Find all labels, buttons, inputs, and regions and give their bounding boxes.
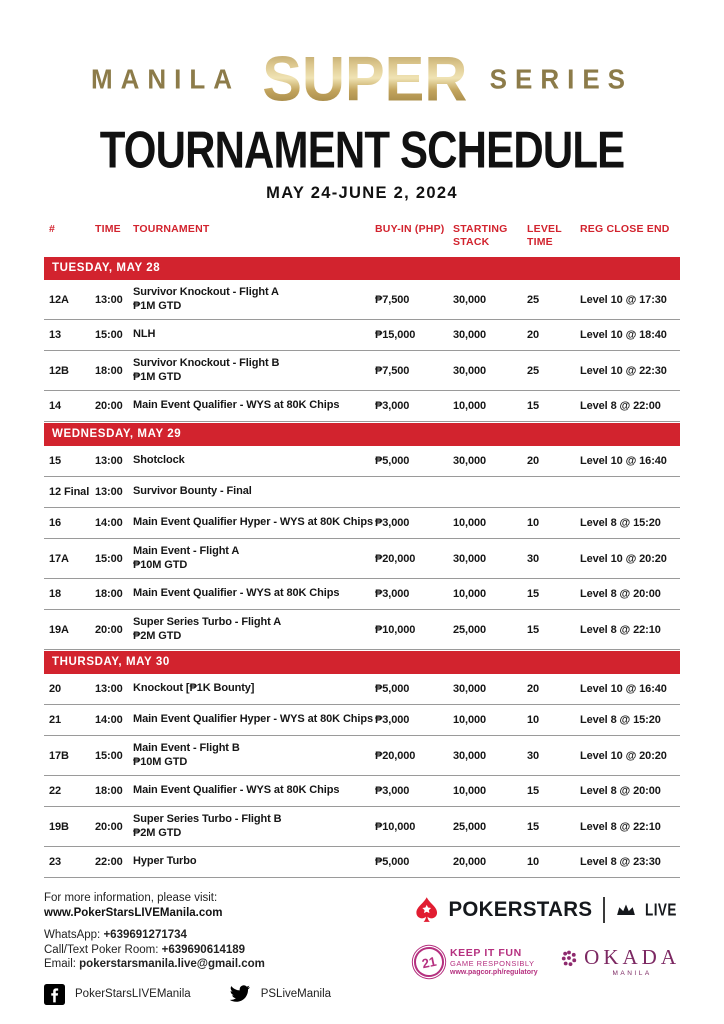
event-buyin: ₱20,000 (375, 552, 416, 565)
brand-super: SUPER (262, 44, 468, 115)
event-level-time: 30 (527, 749, 540, 762)
col-header-time: TIME (95, 223, 121, 235)
event-starting-stack: 30,000 (453, 552, 487, 565)
event-reg-close: Level 10 @ 16:40 (580, 683, 667, 696)
col-header-regclose: REG CLOSE END (580, 223, 670, 235)
event-name-cell (133, 587, 375, 601)
event-guarantee: ₱1M GTD (133, 370, 182, 383)
day-banner: WEDNESDAY, MAY 29 (44, 423, 680, 446)
event-time: 13:00 (95, 293, 123, 306)
event-buyin: ₱15,000 (375, 329, 416, 342)
event-time: 13:00 (95, 486, 123, 499)
schedule-row (44, 280, 680, 320)
event-guarantee: ₱1M GTD (133, 299, 182, 312)
event-level-time: 25 (527, 364, 540, 377)
event-number: 12 Final (49, 486, 90, 499)
event-starting-stack: 30,000 (453, 293, 487, 306)
footer-contact-block (44, 891, 414, 1005)
email-address: pokerstarsmanila.live@gmail.com (79, 958, 265, 971)
col-header-level: LEVEL TIME (527, 223, 562, 248)
event-name: Shotclock (133, 454, 185, 467)
twitter-icon (229, 985, 251, 1003)
event-reg-close: Level 10 @ 18:40 (580, 329, 667, 342)
event-time: 13:00 (95, 455, 123, 468)
page-title: TOURNAMENT SCHEDULE (99, 120, 625, 180)
schedule-row (44, 610, 680, 650)
event-buyin: ₱7,500 (375, 364, 410, 377)
event-name: Main Event Qualifier Hyper - WYS at 80K Chips (133, 713, 373, 726)
col-header-buyin: BUY-IN (PHP) (375, 223, 445, 235)
col-header-number: # (49, 223, 56, 235)
event-number: 12A (49, 293, 69, 306)
event-name-cell (133, 855, 375, 869)
event-guarantee: ₱2M GTD (133, 629, 182, 642)
event-reg-close: Level 10 @ 17:30 (580, 293, 667, 306)
schedule-row (44, 477, 680, 508)
brand-logo (44, 0, 680, 115)
event-number: 13 (49, 329, 62, 342)
event-buyin: ₱3,000 (375, 400, 410, 413)
schedule-row (44, 391, 680, 422)
brand-manila: MANILA (90, 62, 241, 96)
event-name: Hyper Turbo (133, 855, 197, 868)
poker-room-line (44, 943, 414, 958)
okada-manila-logo (559, 947, 680, 977)
event-reg-close: Level 10 @ 20:20 (580, 552, 667, 565)
event-time: 13:00 (95, 683, 123, 696)
event-level-time: 25 (527, 293, 540, 306)
event-time: 20:00 (95, 623, 123, 636)
event-buyin: ₱5,000 (375, 683, 410, 696)
event-name-cell (133, 813, 375, 840)
event-number: 14 (49, 400, 62, 413)
info-label: For more information, please visit: (44, 892, 218, 905)
event-name: Super Series Turbo - Flight B (133, 813, 282, 826)
keep-it-fun-line1: KEEP IT FUN (450, 946, 522, 959)
event-level-time: 20 (527, 329, 540, 342)
age-21-icon: 21 (411, 944, 447, 980)
event-reg-close: Level 10 @ 16:40 (580, 455, 667, 468)
schedule-row (44, 736, 680, 776)
event-level-time: 10 (527, 517, 540, 530)
event-starting-stack: 30,000 (453, 683, 487, 696)
event-number: 16 (49, 517, 62, 530)
event-name-cell (133, 286, 375, 313)
event-buyin: ₱5,000 (375, 856, 410, 869)
event-starting-stack: 20,000 (453, 856, 487, 869)
event-time: 20:00 (95, 820, 123, 833)
event-name: Main Event Qualifier - WYS at 80K Chips (133, 784, 340, 797)
event-level-time: 10 (527, 856, 540, 869)
keep-it-fun-logo (414, 947, 538, 977)
event-time: 15:00 (95, 749, 123, 762)
schedule-row (44, 446, 680, 477)
keep-it-fun-line2: GAME RESPONSIBLY (450, 958, 535, 968)
event-buyin: ₱20,000 (375, 749, 416, 762)
social-row (44, 984, 414, 1005)
schedule-row (44, 847, 680, 878)
event-starting-stack: 30,000 (453, 329, 487, 342)
email-line (44, 957, 414, 972)
event-name: Survivor Knockout - Flight A (133, 286, 279, 299)
event-name: NLH (133, 328, 156, 341)
event-name-cell (133, 784, 375, 798)
event-name: Main Event - Flight A (133, 545, 240, 558)
event-time: 20:00 (95, 400, 123, 413)
event-reg-close: Level 8 @ 22:00 (580, 400, 661, 413)
event-number: 17B (49, 749, 69, 762)
event-number: 21 (49, 714, 62, 727)
event-buyin: ₱7,500 (375, 293, 410, 306)
event-number: 23 (49, 856, 62, 869)
event-starting-stack: 30,000 (453, 749, 487, 762)
event-name-cell (133, 454, 375, 468)
event-name-cell (133, 357, 375, 384)
schedule-row (44, 705, 680, 736)
event-number: 18 (49, 588, 62, 601)
logo-divider (603, 897, 604, 923)
event-buyin: ₱5,000 (375, 455, 410, 468)
event-name: Main Event Qualifier - WYS at 80K Chips (133, 399, 340, 412)
event-name: Knockout [₱1K Bounty] (133, 682, 255, 695)
event-starting-stack: 30,000 (453, 364, 487, 377)
event-time: 15:00 (95, 329, 123, 342)
whatsapp-line (44, 928, 414, 943)
event-time: 18:00 (95, 785, 123, 798)
footer (44, 891, 680, 1005)
event-reg-close: Level 8 @ 22:10 (580, 623, 661, 636)
event-starting-stack: 10,000 (453, 400, 487, 413)
event-name: Survivor Bounty - Final (133, 485, 252, 498)
footer-logos-block (414, 891, 680, 1005)
live-label: LIVE (644, 900, 677, 920)
event-name-cell (133, 399, 375, 413)
pokerstars-live-logo (414, 895, 680, 925)
event-name-cell (133, 328, 375, 342)
event-reg-close: Level 8 @ 20:00 (580, 785, 661, 798)
event-buyin: ₱10,000 (375, 820, 416, 833)
event-guarantee: ₱10M GTD (133, 755, 188, 768)
event-level-time: 15 (527, 400, 540, 413)
okada-wordmark: OKADA (584, 945, 680, 970)
schedule-row (44, 579, 680, 610)
facebook-icon (44, 984, 65, 1005)
event-buyin: ₱3,000 (375, 714, 410, 727)
col-header-stack: STARTING STACK (453, 223, 508, 248)
event-name: Main Event Qualifier - WYS at 80K Chips (133, 587, 340, 600)
event-starting-stack: 10,000 (453, 714, 487, 727)
event-number: 19A (49, 623, 69, 636)
email-label: Email: (44, 958, 80, 971)
event-time: 18:00 (95, 364, 123, 377)
event-level-time: 15 (527, 588, 540, 601)
event-name-cell (133, 616, 375, 643)
event-reg-close: Level 8 @ 22:10 (580, 820, 661, 833)
okada-sub-label: MANILA (612, 970, 652, 978)
event-number: 17A (49, 552, 69, 565)
event-buyin: ₱3,000 (375, 785, 410, 798)
event-buyin: ₱3,000 (375, 588, 410, 601)
event-name-cell (133, 545, 375, 572)
event-level-time: 30 (527, 552, 540, 565)
event-starting-stack: 10,000 (453, 517, 487, 530)
schedule-row (44, 776, 680, 807)
event-name: Main Event - Flight B (133, 742, 240, 755)
event-starting-stack: 25,000 (453, 820, 487, 833)
schedule-row (44, 807, 680, 847)
event-name-cell (133, 713, 375, 727)
event-number: 19B (49, 820, 69, 833)
event-starting-stack: 30,000 (453, 455, 487, 468)
event-reg-close: Level 8 @ 15:20 (580, 517, 661, 530)
event-reg-close: Level 10 @ 20:20 (580, 749, 667, 762)
schedule-row (44, 351, 680, 391)
schedule-body (44, 257, 680, 878)
schedule-row (44, 508, 680, 539)
event-time: 18:00 (95, 588, 123, 601)
day-banner: THURSDAY, MAY 30 (44, 651, 680, 674)
col-header-tournament: TOURNAMENT (133, 223, 210, 235)
event-starting-stack: 10,000 (453, 785, 487, 798)
table-header-row (44, 219, 680, 256)
okada-flower-icon (559, 948, 579, 968)
facebook-handle: PokerStarsLIVEManila (75, 988, 191, 1001)
event-number: 20 (49, 683, 62, 696)
event-level-time: 20 (527, 455, 540, 468)
event-name-cell (133, 682, 375, 696)
whatsapp-label: WhatsApp: (44, 929, 104, 942)
event-reg-close: Level 8 @ 20:00 (580, 588, 661, 601)
event-buyin: ₱10,000 (375, 623, 416, 636)
live-crown-icon (616, 902, 636, 918)
event-name-cell (133, 485, 375, 499)
event-number: 12B (49, 364, 69, 377)
schedule-table (44, 219, 680, 878)
event-time: 22:00 (95, 856, 123, 869)
event-level-time: 15 (527, 820, 540, 833)
brand-series: SERIES (489, 62, 634, 96)
event-time: 14:00 (95, 517, 123, 530)
keep-it-fun-line3: www.pagcor.ph/regulatory (450, 968, 538, 976)
event-starting-stack: 25,000 (453, 623, 487, 636)
schedule-row (44, 320, 680, 351)
event-level-time: 10 (527, 714, 540, 727)
poker-room-label: Call/Text Poker Room: (44, 943, 162, 956)
event-name: Survivor Knockout - Flight B (133, 357, 280, 370)
event-time: 15:00 (95, 552, 123, 565)
event-name-cell (133, 742, 375, 769)
event-name-cell (133, 516, 375, 530)
event-level-time: 15 (527, 623, 540, 636)
event-level-time: 15 (527, 785, 540, 798)
event-level-time: 20 (527, 683, 540, 696)
event-buyin: ₱3,000 (375, 517, 410, 530)
schedule-row (44, 674, 680, 705)
event-reg-close: Level 10 @ 22:30 (580, 364, 667, 377)
website-link: www.PokerStarsLIVEManila.com (44, 906, 223, 919)
event-name: Super Series Turbo - Flight A (133, 616, 282, 629)
date-range: MAY 24-JUNE 2, 2024 (266, 184, 458, 202)
pokerstars-spade-icon (414, 895, 439, 925)
poker-room-number: +639690614189 (161, 943, 246, 956)
event-reg-close: Level 8 @ 15:20 (580, 714, 661, 727)
day-banner: TUESDAY, MAY 28 (44, 257, 680, 280)
whatsapp-number: +639691271734 (103, 929, 187, 942)
event-name: Main Event Qualifier Hyper - WYS at 80K Chips (133, 516, 373, 529)
event-time: 14:00 (95, 714, 123, 727)
pokerstars-wordmark: POKERSTARS (448, 897, 593, 922)
event-number: 22 (49, 785, 62, 798)
event-reg-close: Level 8 @ 23:30 (580, 856, 661, 869)
event-guarantee: ₱10M GTD (133, 558, 188, 571)
event-starting-stack: 10,000 (453, 588, 487, 601)
schedule-row (44, 539, 680, 579)
event-guarantee: ₱2M GTD (133, 826, 182, 839)
event-number: 15 (49, 455, 62, 468)
twitter-handle: PSLiveManila (260, 988, 332, 1001)
